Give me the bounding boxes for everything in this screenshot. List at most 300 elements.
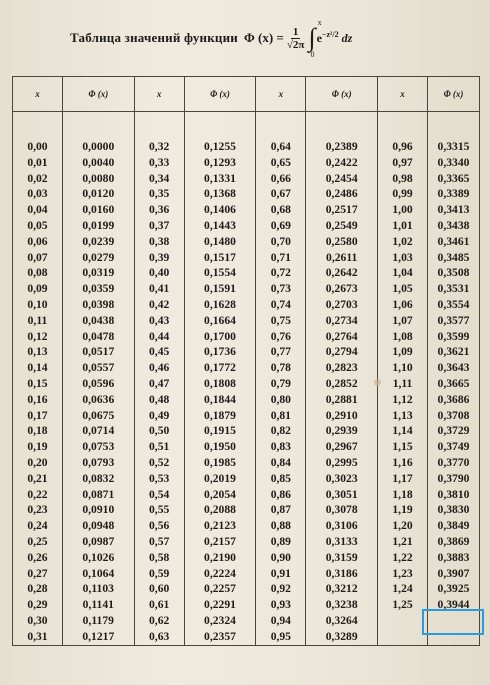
cell-phi: 0,0120 (62, 186, 134, 202)
cell-phi: 0,0080 (62, 171, 134, 187)
table-row (13, 171, 480, 187)
cell-phi: 0,0239 (62, 234, 134, 250)
cell-x: 0,90 (256, 550, 306, 566)
table-row (13, 534, 480, 550)
cell-x: 1,20 (378, 518, 428, 534)
cell-phi: 0,2881 (306, 392, 378, 408)
cell-phi: 0,3106 (306, 518, 378, 534)
cell-phi: 0,1950 (184, 439, 256, 455)
cell-phi: 0,3925 (427, 581, 479, 597)
cell-phi: 0,0557 (62, 360, 134, 376)
cell-x: 0,29 (13, 597, 63, 613)
cell-x: 0,62 (134, 613, 184, 629)
table-row (13, 455, 480, 471)
cell-phi: 0,0714 (62, 423, 134, 439)
cell-x: 0,79 (256, 376, 306, 392)
cell-phi: 0,2422 (306, 155, 378, 171)
table-row (13, 408, 480, 424)
cell-phi: 0,2224 (184, 566, 256, 582)
cell-phi: 0,3944 (427, 597, 479, 613)
header-phi: Φ (x) (306, 77, 378, 112)
cell-x: 0,05 (13, 218, 63, 234)
table-row (13, 613, 480, 629)
cell-x: 0,66 (256, 171, 306, 187)
cell-x: 0,48 (134, 392, 184, 408)
cell-phi: 0,1368 (184, 186, 256, 202)
cell-x: 0,06 (13, 234, 63, 250)
cell-x: 0,10 (13, 297, 63, 313)
table-row (13, 629, 480, 645)
cell-x: 0,74 (256, 297, 306, 313)
cell-phi: 0,3438 (427, 218, 479, 234)
cell-x: 0,65 (256, 155, 306, 171)
header-x: x (378, 77, 428, 112)
table-title (70, 14, 470, 62)
cell-x: 0,69 (256, 218, 306, 234)
cell-x: 0,34 (134, 171, 184, 187)
cell-phi: 0,0040 (62, 155, 134, 171)
table-row (13, 423, 480, 439)
cell-x: 0,95 (256, 629, 306, 645)
fraction-numerator: 1 (292, 25, 299, 38)
cell-x: 0,63 (134, 629, 184, 645)
cell-x: 0,78 (256, 360, 306, 376)
values-table (12, 76, 480, 646)
cell-x: 0,76 (256, 329, 306, 345)
cell-x: 1,14 (378, 423, 428, 439)
cell-x: 0,73 (256, 281, 306, 297)
cell-x: 0,25 (13, 534, 63, 550)
cell-x: 0,42 (134, 297, 184, 313)
cell-x: 1,03 (378, 250, 428, 266)
cell-x: 0,44 (134, 329, 184, 345)
cell-phi: 0,3621 (427, 344, 479, 360)
cell-x: 0,80 (256, 392, 306, 408)
cell-phi: 0,0753 (62, 439, 134, 455)
table-row (13, 518, 480, 534)
cell-x: 0,12 (13, 329, 63, 345)
cell-x: 1,08 (378, 329, 428, 345)
cell-phi: 0,3790 (427, 471, 479, 487)
cell-x (378, 613, 428, 629)
cell-phi: 0,2673 (306, 281, 378, 297)
cell-x: 0,81 (256, 408, 306, 424)
cell-phi: 0,0438 (62, 313, 134, 329)
cell-phi: 0,1103 (62, 581, 134, 597)
cell-x: 0,96 (378, 112, 428, 155)
title-fraction (287, 26, 305, 51)
cell-phi: 0,0517 (62, 344, 134, 360)
cell-x: 0,20 (13, 455, 63, 471)
header-phi: Φ (x) (427, 77, 479, 112)
cell-phi: 0,3554 (427, 297, 479, 313)
cell-x: 0,02 (13, 171, 63, 187)
header-x: x (13, 77, 63, 112)
cell-x: 0,41 (134, 281, 184, 297)
cell-x: 0,36 (134, 202, 184, 218)
cell-phi: 0,0160 (62, 202, 134, 218)
cell-phi: 0,1026 (62, 550, 134, 566)
cell-phi: 0,0279 (62, 250, 134, 266)
table-row (13, 392, 480, 408)
cell-x: 1,10 (378, 360, 428, 376)
cell-phi: 0,3531 (427, 281, 479, 297)
cell-x: 0,27 (13, 566, 63, 582)
table-row (13, 376, 480, 392)
cell-x: 0,52 (134, 455, 184, 471)
cell-x: 0,07 (13, 250, 63, 266)
cell-phi: 0,2967 (306, 439, 378, 455)
cell-x: 0,64 (256, 112, 306, 155)
cell-x: 0,13 (13, 344, 63, 360)
cell-x: 0,22 (13, 487, 63, 503)
cell-x: 0,38 (134, 234, 184, 250)
table-row (13, 281, 480, 297)
header-phi: Φ (x) (184, 77, 256, 112)
table-row (13, 550, 480, 566)
cell-x: 1,06 (378, 297, 428, 313)
integral-sign: ∫ x 0 (308, 18, 322, 59)
cell-phi: 0,2486 (306, 186, 378, 202)
cell-x: 0,94 (256, 613, 306, 629)
cell-phi: 0,3907 (427, 566, 479, 582)
cell-x: 0,77 (256, 344, 306, 360)
cell-x: 0,04 (13, 202, 63, 218)
cell-x: 0,33 (134, 155, 184, 171)
cell-phi: 0,2549 (306, 218, 378, 234)
cell-x: 0,23 (13, 502, 63, 518)
cell-x: 0,08 (13, 265, 63, 281)
cell-phi: 0,0000 (62, 112, 134, 155)
cell-x: 0,15 (13, 376, 63, 392)
cell-phi: 0,2088 (184, 502, 256, 518)
cell-phi: 0,2291 (184, 597, 256, 613)
cell-x: 1,19 (378, 502, 428, 518)
header-phi: Φ (x) (62, 77, 134, 112)
cell-x: 0,51 (134, 439, 184, 455)
cell-phi: 0,2910 (306, 408, 378, 424)
cell-phi: 0,1293 (184, 155, 256, 171)
cell-phi: 0,1141 (62, 597, 134, 613)
table-row (13, 329, 480, 345)
cell-x: 0,30 (13, 613, 63, 629)
table-row (13, 502, 480, 518)
cell-x: 0,14 (13, 360, 63, 376)
cell-phi: 0,3051 (306, 487, 378, 503)
cell-phi: 0,3665 (427, 376, 479, 392)
cell-x: 0,32 (134, 112, 184, 155)
cell-phi: 0,1736 (184, 344, 256, 360)
cell-x: 0,19 (13, 439, 63, 455)
cell-phi: 0,1179 (62, 613, 134, 629)
cell-phi: 0,2611 (306, 250, 378, 266)
cell-x: 1,00 (378, 202, 428, 218)
cell-phi: 0,0871 (62, 487, 134, 503)
cell-phi: 0,0359 (62, 281, 134, 297)
cell-x: 0,82 (256, 423, 306, 439)
differential: dz (341, 31, 353, 45)
cell-x: 1,11 (378, 376, 428, 392)
cell-phi: 0,2389 (306, 112, 378, 155)
table-row (13, 344, 480, 360)
cell-phi: 0,3413 (427, 202, 479, 218)
cell-phi: 0,2823 (306, 360, 378, 376)
cell-phi: 0,2764 (306, 329, 378, 345)
cell-x: 0,46 (134, 360, 184, 376)
cell-phi: 0,0793 (62, 455, 134, 471)
cell-x: 0,72 (256, 265, 306, 281)
cell-x: 0,89 (256, 534, 306, 550)
cell-x: 0,57 (134, 534, 184, 550)
cell-phi: 0,2995 (306, 455, 378, 471)
cell-phi: 0,0675 (62, 408, 134, 424)
table-row (13, 155, 480, 171)
table-row (13, 265, 480, 281)
cell-phi: 0,3729 (427, 423, 479, 439)
cell-phi: 0,0636 (62, 392, 134, 408)
cell-phi: 0,2257 (184, 581, 256, 597)
table-row (13, 597, 480, 613)
cell-phi: 0,3577 (427, 313, 479, 329)
table-body (13, 112, 480, 646)
cell-phi: 0,2123 (184, 518, 256, 534)
cell-x: 0,49 (134, 408, 184, 424)
cell-x: 0,68 (256, 202, 306, 218)
cell-x: 1,12 (378, 392, 428, 408)
cell-phi: 0,0596 (62, 376, 134, 392)
cell-phi: 0,1443 (184, 218, 256, 234)
cell-phi: 0,3849 (427, 518, 479, 534)
cell-phi: 0,3023 (306, 471, 378, 487)
cell-phi: 0,3315 (427, 112, 479, 155)
cell-x: 0,56 (134, 518, 184, 534)
table-row (13, 566, 480, 582)
cell-x: 0,50 (134, 423, 184, 439)
cell-phi: 0,1985 (184, 455, 256, 471)
cell-phi: 0,3599 (427, 329, 479, 345)
cell-phi: 0,3686 (427, 392, 479, 408)
cell-phi: 0,0398 (62, 297, 134, 313)
cell-x: 1,15 (378, 439, 428, 455)
cell-phi: 0,2939 (306, 423, 378, 439)
cell-phi: 0,3461 (427, 234, 479, 250)
cell-x: 1,16 (378, 455, 428, 471)
cell-phi: 0,2190 (184, 550, 256, 566)
cell-phi: 0,1406 (184, 202, 256, 218)
cell-x: 0,31 (13, 629, 63, 645)
cell-phi: 0,1255 (184, 112, 256, 155)
cell-x: 0,40 (134, 265, 184, 281)
cell-x: 0,99 (378, 186, 428, 202)
cell-phi: 0,3264 (306, 613, 378, 629)
cell-x: 0,97 (378, 155, 428, 171)
cell-phi: 0,2019 (184, 471, 256, 487)
cell-phi: 0,3212 (306, 581, 378, 597)
table-row (13, 297, 480, 313)
table-row (13, 313, 480, 329)
cell-x: 0,28 (13, 581, 63, 597)
cell-x: 0,21 (13, 471, 63, 487)
cell-phi: 0,2580 (306, 234, 378, 250)
integral-lower-limit: 0 (310, 50, 315, 59)
cell-phi: 0,1628 (184, 297, 256, 313)
cell-x: 0,84 (256, 455, 306, 471)
cell-x: 1,22 (378, 550, 428, 566)
header-x: x (134, 77, 184, 112)
cell-phi: 0,2054 (184, 487, 256, 503)
cell-x: 0,60 (134, 581, 184, 597)
cell-phi: 0,1480 (184, 234, 256, 250)
cell-phi: 0,2517 (306, 202, 378, 218)
cell-x: 0,98 (378, 171, 428, 187)
cell-x: 1,17 (378, 471, 428, 487)
cell-phi: 0,2703 (306, 297, 378, 313)
title-caption: Таблица значений функции (70, 30, 238, 45)
cell-phi: 0,3883 (427, 550, 479, 566)
cell-x: 0,75 (256, 313, 306, 329)
cell-phi: 0,1064 (62, 566, 134, 582)
table-row (13, 186, 480, 202)
cell-phi: 0,2734 (306, 313, 378, 329)
integral-upper-limit: x (317, 18, 322, 27)
cell-phi (427, 629, 479, 645)
cell-phi: 0,3289 (306, 629, 378, 645)
cell-x: 0,83 (256, 439, 306, 455)
cell-phi: 0,1664 (184, 313, 256, 329)
cell-phi: 0,1217 (62, 629, 134, 645)
cell-phi: 0,2642 (306, 265, 378, 281)
cell-phi: 0,3749 (427, 439, 479, 455)
cell-phi: 0,2794 (306, 344, 378, 360)
cell-x: 0,55 (134, 502, 184, 518)
table-row (13, 218, 480, 234)
header-row (13, 77, 480, 112)
title-phi: Φ (x) = (244, 30, 284, 45)
cell-x: 0,26 (13, 550, 63, 566)
cell-x: 0,87 (256, 502, 306, 518)
cell-x: 1,07 (378, 313, 428, 329)
cell-x: 0,24 (13, 518, 63, 534)
exp-base: e (316, 31, 322, 45)
cell-x: 0,92 (256, 581, 306, 597)
cell-x: 0,86 (256, 487, 306, 503)
cell-phi: 0,1844 (184, 392, 256, 408)
cell-x: 0,18 (13, 423, 63, 439)
cell-phi: 0,3708 (427, 408, 479, 424)
cell-phi: 0,3869 (427, 534, 479, 550)
cell-x: 0,03 (13, 186, 63, 202)
cell-x (378, 629, 428, 645)
cell-x: 0,91 (256, 566, 306, 582)
cell-x: 0,54 (134, 487, 184, 503)
cell-phi: 0,2157 (184, 534, 256, 550)
table-row (13, 581, 480, 597)
exp-power: −z²/2 (321, 30, 339, 39)
table-row (13, 471, 480, 487)
integrand (317, 30, 353, 46)
cell-x: 0,01 (13, 155, 63, 171)
cell-phi: 0,1879 (184, 408, 256, 424)
cell-x: 0,43 (134, 313, 184, 329)
cell-phi: 0,0987 (62, 534, 134, 550)
cell-x: 0,53 (134, 471, 184, 487)
cell-phi: 0,1915 (184, 423, 256, 439)
cell-x: 1,24 (378, 581, 428, 597)
cell-x: 1,02 (378, 234, 428, 250)
cell-x: 1,21 (378, 534, 428, 550)
cell-phi: 0,1772 (184, 360, 256, 376)
fraction-denominator: √2π (286, 38, 305, 51)
cell-x: 1,04 (378, 265, 428, 281)
cell-phi: 0,0832 (62, 471, 134, 487)
table-row (13, 439, 480, 455)
cell-phi: 0,3508 (427, 265, 479, 281)
cell-phi: 0,3770 (427, 455, 479, 471)
cell-phi: 0,1554 (184, 265, 256, 281)
cell-x: 0,11 (13, 313, 63, 329)
cell-phi: 0,0319 (62, 265, 134, 281)
cell-x: 0,58 (134, 550, 184, 566)
cell-x: 1,18 (378, 487, 428, 503)
cell-phi: 0,2324 (184, 613, 256, 629)
cell-phi: 0,2852 (306, 376, 378, 392)
cell-phi: 0,3159 (306, 550, 378, 566)
cell-phi: 0,3238 (306, 597, 378, 613)
cell-phi: 0,3186 (306, 566, 378, 582)
cell-phi: 0,3078 (306, 502, 378, 518)
cell-x: 1,25 (378, 597, 428, 613)
header-x: x (256, 77, 306, 112)
cell-phi: 0,3133 (306, 534, 378, 550)
cell-phi: 0,2357 (184, 629, 256, 645)
cell-x: 0,71 (256, 250, 306, 266)
cell-x: 1,13 (378, 408, 428, 424)
cell-x: 0,16 (13, 392, 63, 408)
cell-x: 0,00 (13, 112, 63, 155)
cell-x: 0,93 (256, 597, 306, 613)
cell-phi: 0,1517 (184, 250, 256, 266)
cell-phi: 0,3643 (427, 360, 479, 376)
cell-phi: 0,0910 (62, 502, 134, 518)
table-row (13, 250, 480, 266)
cell-x: 0,88 (256, 518, 306, 534)
cell-x: 0,59 (134, 566, 184, 582)
cell-x: 0,47 (134, 376, 184, 392)
cell-x: 0,35 (134, 186, 184, 202)
cell-x: 0,17 (13, 408, 63, 424)
cell-phi: 0,2454 (306, 171, 378, 187)
table-row (13, 234, 480, 250)
cell-phi: 0,0478 (62, 329, 134, 345)
cell-x: 1,09 (378, 344, 428, 360)
cell-phi: 0,3830 (427, 502, 479, 518)
table-row (13, 112, 480, 155)
cell-x: 0,61 (134, 597, 184, 613)
paper-stain (374, 379, 381, 386)
cell-x: 0,37 (134, 218, 184, 234)
cell-phi: 0,1331 (184, 171, 256, 187)
cell-phi: 0,3485 (427, 250, 479, 266)
cell-phi: 0,3389 (427, 186, 479, 202)
table-row (13, 202, 480, 218)
cell-x: 1,01 (378, 218, 428, 234)
cell-x: 1,23 (378, 566, 428, 582)
cell-x: 0,39 (134, 250, 184, 266)
cell-phi: 0,3810 (427, 487, 479, 503)
table-row (13, 360, 480, 376)
table-row (13, 487, 480, 503)
cell-phi: 0,0948 (62, 518, 134, 534)
